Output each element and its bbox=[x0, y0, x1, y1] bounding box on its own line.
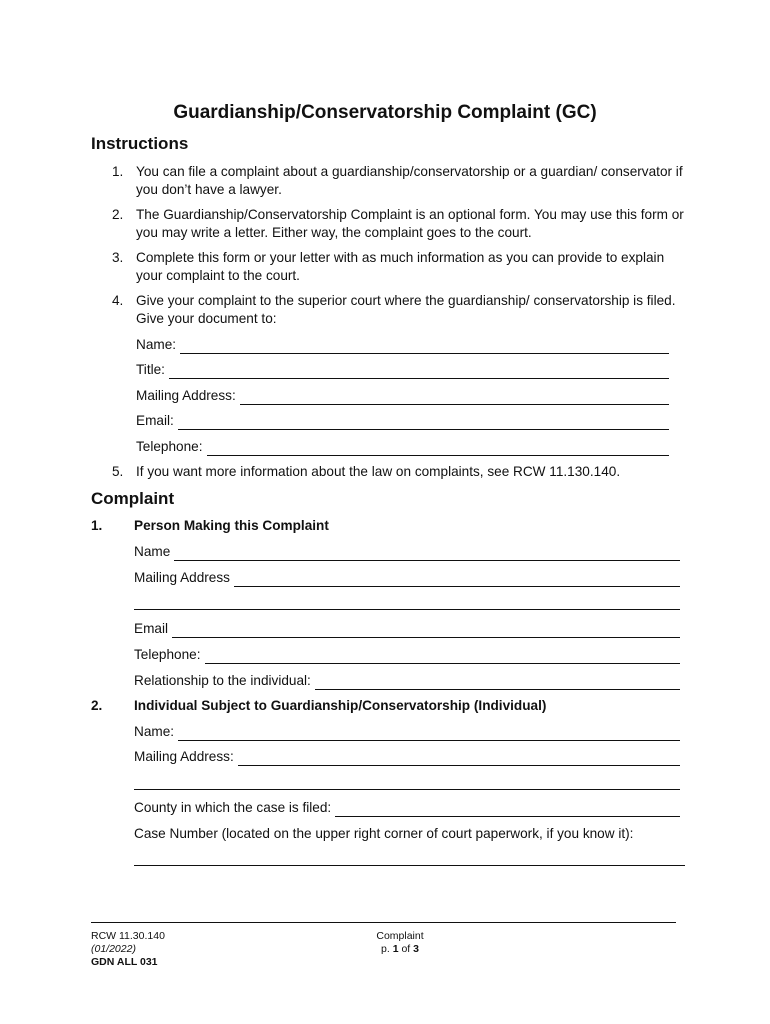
section-1-title: Person Making this Complaint bbox=[134, 518, 329, 533]
page-of: of bbox=[398, 943, 414, 955]
footer-center bbox=[340, 930, 460, 956]
section-2-title: Individual Subject to Guardianship/Conservatorship (Individual) bbox=[134, 698, 547, 713]
case-number-fill-line[interactable] bbox=[134, 865, 685, 866]
instruction-item-5 bbox=[112, 463, 687, 481]
instruction-text: You can file a complaint about a guardianship/conservatorship or a guardian/ conservator if you don’t have a lawyer. bbox=[136, 164, 683, 197]
field-label: Mailing Address: bbox=[136, 388, 236, 403]
fill-line[interactable] bbox=[315, 676, 680, 690]
case-number-label: Case Number (located on the upper right corner of court paperwork, if you know it): bbox=[134, 826, 634, 841]
recipient-email-field[interactable] bbox=[136, 412, 669, 430]
complainant-mailing-address-field[interactable] bbox=[134, 569, 680, 587]
field-label: Telephone: bbox=[136, 439, 203, 454]
fill-line[interactable] bbox=[174, 547, 680, 561]
fill-line[interactable] bbox=[180, 340, 669, 354]
complainant-telephone-field[interactable] bbox=[134, 646, 680, 664]
field-label: Name: bbox=[136, 337, 177, 352]
section-1-number: 1. bbox=[91, 518, 103, 533]
field-label: Relationship to the individual: bbox=[134, 673, 311, 688]
recipient-name-field[interactable] bbox=[136, 336, 669, 354]
field-label: Mailing Address bbox=[134, 570, 230, 585]
field-label: Email bbox=[134, 621, 168, 636]
complainant-email-field[interactable] bbox=[134, 620, 680, 638]
footer-left bbox=[91, 930, 165, 969]
footer-divider bbox=[91, 922, 676, 923]
instruction-item-2 bbox=[112, 206, 687, 242]
instruction-item-4 bbox=[112, 292, 687, 328]
fill-line[interactable] bbox=[238, 752, 680, 766]
fill-line[interactable] bbox=[240, 391, 669, 405]
field-label: Title: bbox=[136, 362, 165, 377]
instruction-text: The Guardianship/Conservatorship Complaint is an optional form. You may use this form or you may write a letter. Either way, the complaint goes to the court. bbox=[136, 207, 684, 240]
instruction-number: 5. bbox=[112, 464, 124, 479]
fill-line[interactable] bbox=[172, 624, 680, 638]
field-label: County in which the case is filed: bbox=[134, 800, 332, 815]
fill-line[interactable] bbox=[169, 365, 669, 379]
field-label: Name bbox=[134, 544, 171, 559]
section-2-number: 2. bbox=[91, 698, 103, 713]
field-label: Mailing Address: bbox=[134, 749, 234, 764]
page-indicator bbox=[340, 943, 460, 956]
instruction-number: 3. bbox=[112, 250, 124, 265]
individual-mailing-address-field[interactable] bbox=[134, 748, 680, 766]
footer-code: GDN ALL 031 bbox=[91, 956, 158, 968]
footer-doc-name: Complaint bbox=[376, 930, 424, 942]
instruction-text: Give your complaint to the superior court where the guardianship/ conservatorship is filed. Give your document to: bbox=[136, 293, 676, 326]
field-label: Telephone: bbox=[134, 647, 201, 662]
page-total: 3 bbox=[413, 943, 419, 955]
fill-line[interactable] bbox=[335, 803, 680, 817]
county-field[interactable] bbox=[134, 799, 680, 817]
individual-name-field[interactable] bbox=[134, 723, 680, 741]
footer-date: (01/2022) bbox=[91, 943, 136, 955]
page-current: 1 bbox=[392, 943, 399, 955]
instruction-text: If you want more information about the law on complaints, see RCW 11.130.140. bbox=[136, 464, 621, 479]
field-label: Email: bbox=[136, 413, 174, 428]
page-title: Guardianship/Conservatorship Complaint (GC) bbox=[173, 102, 597, 123]
instructions-heading: Instructions bbox=[91, 134, 189, 153]
recipient-mailing-address-field[interactable] bbox=[136, 387, 669, 405]
complaint-heading: Complaint bbox=[91, 489, 175, 508]
footer-rcw: RCW 11.30.140 bbox=[91, 930, 165, 942]
complainant-address-continuation-line[interactable] bbox=[134, 609, 680, 610]
fill-line[interactable] bbox=[178, 727, 680, 741]
field-label: Name: bbox=[134, 724, 175, 739]
recipient-title-field[interactable] bbox=[136, 361, 669, 379]
page-prefix: p. bbox=[381, 943, 393, 955]
fill-line[interactable] bbox=[205, 650, 680, 664]
fill-line[interactable] bbox=[207, 442, 669, 456]
complainant-name-field[interactable] bbox=[134, 543, 680, 561]
instruction-number: 2. bbox=[112, 207, 124, 222]
individual-address-continuation-line[interactable] bbox=[134, 789, 680, 790]
complainant-relationship-field[interactable] bbox=[134, 672, 680, 690]
instruction-item-1 bbox=[112, 163, 687, 199]
instruction-text: Complete this form or your letter with as much information as you can provide to explain your complaint to the court. bbox=[136, 250, 665, 283]
recipient-telephone-field[interactable] bbox=[136, 438, 669, 456]
instruction-number: 4. bbox=[112, 293, 124, 308]
fill-line[interactable] bbox=[234, 573, 680, 587]
fill-line[interactable] bbox=[178, 416, 669, 430]
instruction-item-3 bbox=[112, 249, 687, 285]
instruction-number: 1. bbox=[112, 164, 124, 179]
